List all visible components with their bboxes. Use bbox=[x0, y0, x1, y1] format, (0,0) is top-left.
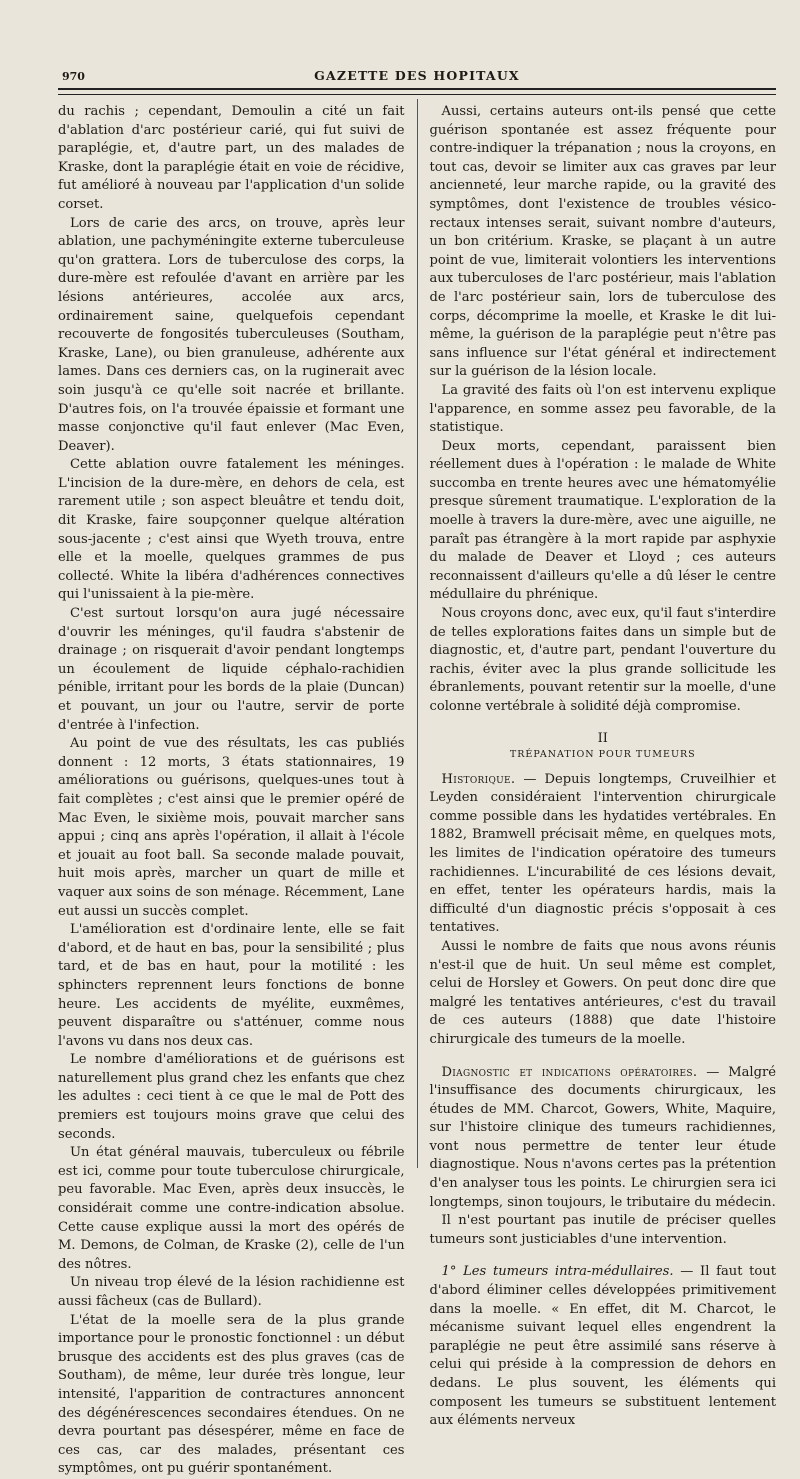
paragraph: Lors de carie des arcs, on trouve, après leur ablation, une pachyméningite externe tuberculeuse qu'on grattera. Lors de tuberculose des corps, la dure-mère est refoulée d'avant en arrière par les lésions antérieures, accolée aux arcs, ordinairement saine, quelquefois cependant recouverte de fongosités tuberculeuses (Southam, Kraske, Lane), ou bien granuleuse, adhérente aux lames. Dans ces derniers cas, on la ruginerait avec soin jusqu'à ce qu'elle soit nacrée et brillante. D'autres fois, on l'a trouvée épaissie et formant une masse conjonctive qu'il faut enlever (Mac Even, Deaver). bbox=[58, 215, 405, 454]
tumeurs-text: — Il faut tout d'abord éliminer celles développées primitivement dans la moelle. « En effet, dit M. Charcot, le mécanisme suivant lequel elles engendrent la paraplégie ne peut être assimilé sans réserve à celui qui préside à la compression de dehors en dedans. Le plus souvent, les éléments qui composent les tumeurs se substituent lentement aux éléments nerveux bbox=[429, 1264, 777, 1429]
paragraph: Il n'est pourtant pas inutile de préciser quelles tumeurs sont justiciables d'une intervention. bbox=[429, 1213, 777, 1247]
paragraph: Aussi, certains auteurs ont-ils pensé que cette guérison spontanée est assez fréquente pour contre-indiquer la trépanation ; nous la croyons, en tout cas, devoir se limiter aux cas graves par leur ancienneté, leur marche rapide, ou la gravité des symptômes, dont l'existence de troubles vésico-rectaux intenses serait, suivant nombre d'auteurs, un bon critérium. Kraske, se plaçant à un autre point de vue, limiterait volontiers les interventions aux tuberculoses de l'arc postérieur, mais l'ablation de l'arc postérieur sain, lors de tuberculose des corps, décomprime la moelle, et Kraske le dit lui-même, la guérison de la paraplégie peut n'être pas sans influence sur l'état général et indirectement sur la guérison de la lésion locale. bbox=[429, 104, 777, 380]
column-divider bbox=[417, 99, 418, 1168]
paragraph: L'état de la moelle sera de la plus grande importance pour le pronostic fonctionnel : un début brusque des accidents est des plus graves (cas de Southam), de même, leur durée très longue, leur intensité, l'apparition de contractures annoncent des dégénérescences secondaires étendues. On ne devra pourtant pas désespérer, même en face de ces cas, car des malades, présentant ces symptômes, ont pu guérir spontanément. bbox=[58, 1312, 405, 1477]
paragraph: Deux morts, cependant, paraissent bien réellement dues à l'opération : le malade de White succomba en trente heures avec une hématomyélie presque sûrement traumatique. L'exploration de la moelle à travers la dure-mère, avec une aiguille, ne paraît pas étrangère à la mort rapide par asphyxie du malade de Deaver et Lloyd ; ces auteurs reconnaissent d'ailleurs qu'elle a dû léser le centre médullaire du phrénique. bbox=[429, 438, 777, 603]
paragraph: C'est surtout lorsqu'on aura jugé nécessaire d'ouvrir les méninges, qu'il faudra s'abstenir de drainage ; on risquerait d'avoir pendant longtemps un écoulement de liquide céphalo-rachidien pénible, irritant pour les bords de la plaie (Duncan) et pouvant, un jour ou l'autre, servir de porte d'entrée à l'infection. bbox=[58, 606, 405, 733]
diagnostic-text: — Malgré l'insuffisance des documents chirurgicaux, les études de MM. Charcot, Gowers, White, Maquire, sur l'histoire clinique des tumeurs rachidiennes, vont nous permettre de tenter leur étude diagnostique. Nous n'avons certes pas la prétention d'en analyser tous les points. Le chirurgien sera ici longtemps, sinon toujours, le tributaire du médecin. bbox=[429, 1064, 777, 1210]
left-column bbox=[58, 103, 405, 1477]
tumeurs-paragraph bbox=[430, 1263, 777, 1430]
paragraph: Un niveau trop élevé de la lésion rachidienne est aussi fâcheux (cas de Bullard). bbox=[58, 1275, 405, 1309]
paragraph: Un état général mauvais, tuberculeux ou fébrile est ici, comme pour toute tuberculose chirurgicale, peu favorable. Mac Even, après deux insuccès, le considérait comme une contre-indication absolue. Cette cause explique aussi la mort des opérés de M. Demons, de Colman, de Kraske (2), celle de l'un des nôtres. bbox=[58, 1145, 405, 1272]
paragraph: L'amélioration est d'ordinaire lente, elle se fait d'abord, et de haut en bas, pour la sensibilité ; plus tard, et de bas en haut, pour la motilité : les sphincters reprennent leurs fonctions de bonne heure. Les accidents de myélite, euxmêmes, peuvent disparaître ou s'atténuer, comme nous l'avons vu dans nos deux cas. bbox=[58, 922, 405, 1049]
paragraph-gap bbox=[430, 1249, 777, 1263]
paragraph-gap bbox=[430, 1050, 777, 1064]
paragraph: La gravité des faits où l'on est intervenu explique l'apparence, en somme assez peu favorable, de la statistique. bbox=[429, 382, 777, 436]
section-heading bbox=[430, 731, 777, 763]
diagnostic-paragraph bbox=[430, 1064, 777, 1213]
page-number: 970 bbox=[62, 70, 85, 83]
historique-label: Historique. bbox=[441, 771, 516, 787]
paragraph: Le nombre d'améliorations et de guérisons est naturellement plus grand chez les enfants que chez les adultes : ceci tient à ce que le mal de Pott des premiers est toujours moins grave que celui des seconds. bbox=[58, 1052, 405, 1142]
paragraph: Aussi le nombre de faits que nous avons réunis n'est-il que de huit. Un seul même est complet, celui de Horsley et Gowers. On peut donc dire que malgré les tentatives antérieures, c'est du travail de ces auteurs (1888) que date l'histoire chirurgicale des tumeurs de la moelle. bbox=[429, 938, 777, 1047]
historique-paragraph bbox=[430, 771, 777, 938]
right-column bbox=[429, 103, 777, 1429]
paragraph: Nous croyons donc, avec eux, qu'il faut s'interdire de telles explorations faites dans un simple but de diagnostic, et, d'autre part, pendant l'ouverture du rachis, éviter avec la plus grande sollicitude les ébranlements, pouvant retentir sur la moelle, d'une colonne vertébrale à solidité déjà compromise. bbox=[429, 606, 777, 714]
section-number: II bbox=[597, 730, 608, 746]
tumeurs-label: 1° Les tumeurs intra-médullaires. bbox=[441, 1264, 674, 1280]
paragraph: Au point de vue des résultats, les cas publiés donnent : 12 morts, 3 états stationnaires, 19 améliorations ou guérisons, quelques-unes tout à fait complètes ; c'est ainsi que le premier opéré de Mac Even, le sixième mois, pouvait marcher sans appui ; cinq ans après l'opération, il allait à l'école et jouait au foot ball. Sa seconde malade pouvait, huit mois après, marcher un quart de mille et vaquer aux soins de son ménage. Récemment, Lane eut aussi un succès complet. bbox=[58, 736, 405, 919]
journal-title: GAZETTE DES HOPITAUX bbox=[314, 68, 520, 83]
diagnostic-label: Diagnostic et indications opératoires. bbox=[441, 1064, 698, 1080]
paragraph: du rachis ; cependant, Demoulin a cité un fait d'ablation d'arc postérieur carié, qui fut suivi de paraplégie, et, d'autre part, un des malades de Kraske, dont la paraplégie était en voie de récidive, fut amélioré à nouveau par l'application d'un solide corset. bbox=[58, 104, 405, 212]
paragraph: Cette ablation ouvre fatalement les méninges. L'incision de la dure-mère, en dehors de cela, est rarement utile ; son aspect bleuâtre et tendu doit, dit Kraske, faire soupçonner quelque altération sous-jacente ; c'est ainsi que Wyeth trouva, entre elle et la moelle, quelques grammes de pus collecté. White la libéra d'adhérences connectives qui l'unissaient à la pie-mère. bbox=[58, 457, 405, 603]
text-columns bbox=[58, 103, 777, 1477]
header-rule bbox=[58, 88, 776, 95]
historique-text: — Depuis longtemps, Cruveilhier et Leyden considéraient l'intervention chirurgicale comme possible dans les hydatides vertébrales. En 1882, Bramwell précisait même, en quelques mots, les limites de l'indication opératoire des tumeurs rachidiennes. L'incurabilité de ces lésions devait, en effet, tenter les opérateurs hardis, mais la difficulté d'un diagnostic précis s'opposait à ces tentatives. bbox=[429, 771, 777, 936]
page-header bbox=[58, 58, 776, 82]
section-title: TRÉPANATION POUR TUMEURS bbox=[509, 748, 696, 760]
